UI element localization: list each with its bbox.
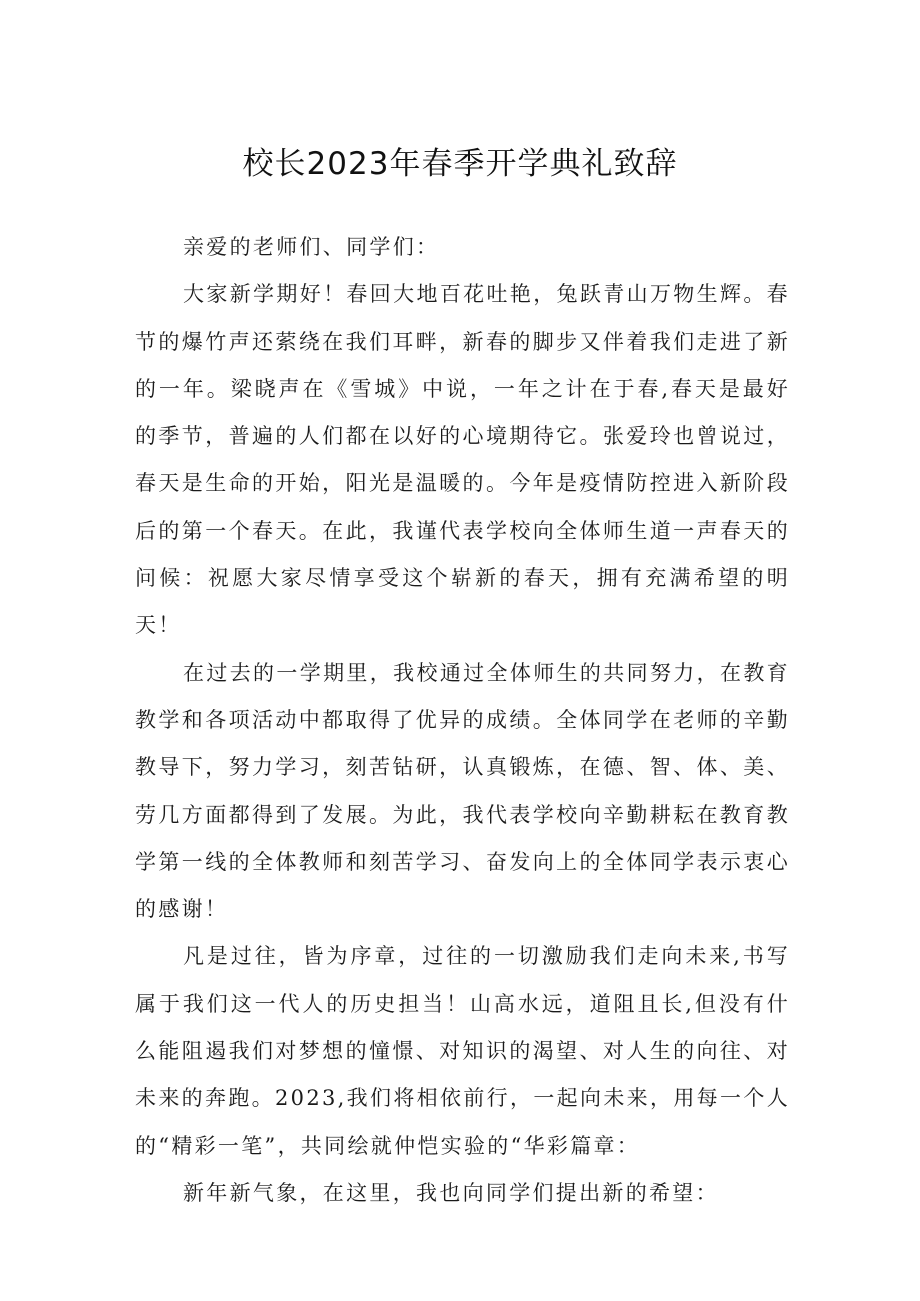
paragraph-achievements: 在过去的一学期里，我校通过全体师生的共同努力，在教育教学和各项活动中都取得了优异的成绩。全体同学在老师的辛勤教导下，努力学习，刻苦钻研，认真锻炼，在德、智、体、美、劳几方面都得到了发展。为此，我代表学校向辛勤耕耘在教育教学第一线的全体教师和刻苦学习、奋发向上的全体同学表示衷心的感谢！ <box>135 660 790 922</box>
salutation: 亲爱的老师们、同学们： <box>183 235 440 259</box>
paragraph-future: 凡是过往，皆为序章，过往的一切激励我们走向未来,书写属于我们这一代人的历史担当！山高水远，道阻且长,但没有什么能阻遏我们对梦想的憧憬、对知识的渴望、对人生的向往、对未来的奔跑。2023,我们将相依前行，一起向未来，用每一个人的“精彩一笔”，共同绘就仲恺实验的“华彩篇章： <box>135 944 790 1158</box>
document-title: 校长2023年春季开学典礼致辞 <box>242 146 678 182</box>
paragraph-hopes: 新年新气象，在这里，我也向同学们提出新的希望： <box>183 1180 719 1205</box>
document-body <box>135 224 790 1217</box>
paragraph-greeting: 大家新学期好！春回大地百花吐艳，兔跃青山万物生辉。春节的爆竹声还萦绕在我们耳畔，新春的脚步又伴着我们走进了新的一年。梁晓声在《雪城》中说，一年之计在于春,春天是最好的季节，普遍的人们都在以好的心境期待它。张爱玲也曾说过，春天是生命的开始，阳光是温暖的。今年是疫情防控进入新阶段后的第一个春天。在此，我谨代表学校向全体师生道一声春天的问候：祝愿大家尽情享受这个崭新的春天，拥有充满希望的明天！ <box>135 282 790 638</box>
